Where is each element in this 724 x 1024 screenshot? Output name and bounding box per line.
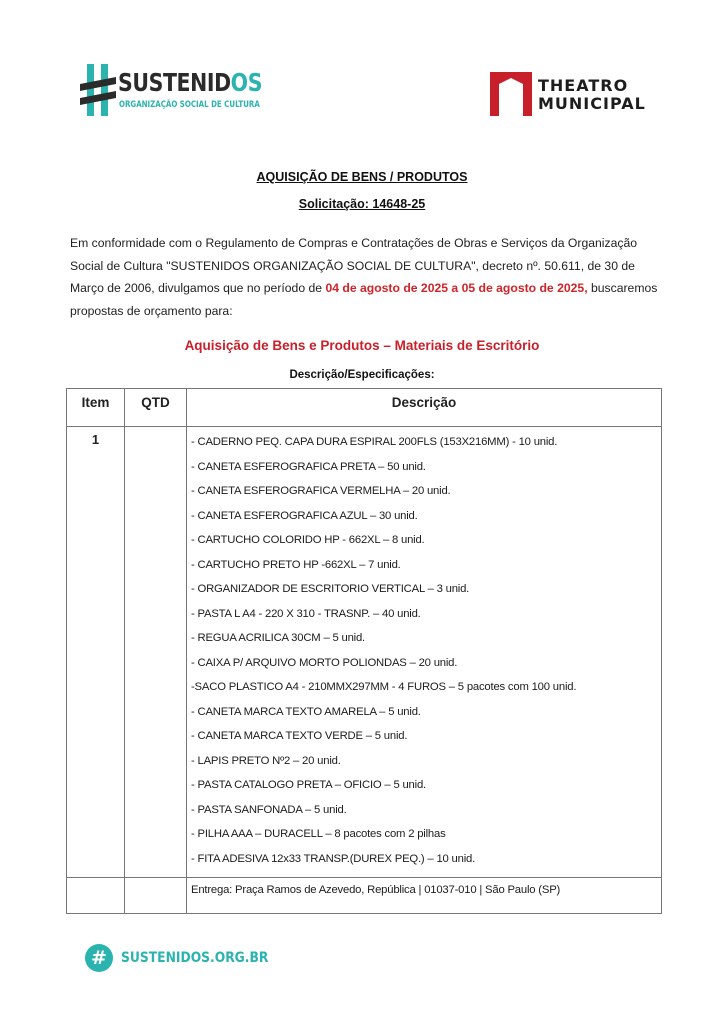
list-item: - CANETA MARCA TEXTO AMARELA – 5 unid. [191,705,421,718]
list-item: - CARTUCHO COLORIDO HP - 662XL – 8 unid. [191,534,425,546]
list-item: - REGUA ACRILICA 30CM – 5 unid. [191,632,365,644]
table-header-row [67,389,662,427]
footer-logo [85,944,285,976]
table-row [67,427,662,878]
list-item: - LAPIS PRETO Nº2 – 20 unid. [191,754,341,767]
request-number: Solicitação: 14648-25 [298,197,426,211]
item-description [187,427,662,878]
list-item: - CANETA ESFEROGRAFICA AZUL – 30 unid. [191,509,418,522]
list-item: - FITA ADESIVA 12x33 TRANSP.(DUREX PEQ.) – 10 unid. [191,852,476,865]
list-item: - CANETA ESFEROGRAFICA PRETA – 50 unid. [191,460,426,473]
list-item: - CAIXA P/ ARQUIVO MORTO POLIONDAS – 20 unid. [191,656,458,669]
item-qtd [125,427,187,878]
sustenidos-logo [80,64,263,119]
intro-paragraph [70,232,660,322]
description-list [187,427,661,877]
header-descricao: Descrição [187,389,662,427]
list-item: - PASTA SANFONADA – 5 unid. [191,803,347,816]
list-item: - CANETA ESFEROGRAFICA VERMELHA – 20 unid. [191,485,451,497]
logo-wordmark: SUSTENIDOS [118,68,263,97]
logo-line-2: MUNICIPAL [538,94,646,113]
theatro-municipal-logo [490,72,660,118]
specifications-label: Descrição/Especificações: [289,369,435,381]
logo-line-1: THEATRO [538,76,629,95]
footer-url: SUSTENIDOS.ORG.BR [121,950,269,966]
list-item: - PASTA CATALOGO PRETA – OFICIO – 5 unid. [191,779,426,791]
delivery-row [67,878,662,914]
header-item: Item [67,389,125,427]
list-item: -SACO PLASTICO A4 - 210MMX297MM - 4 FUROS – 5 pacotes com 100 unid. [191,681,577,693]
list-item: - CARTUCHO PRETO HP -662XL – 7 unid. [191,558,401,571]
intro-text: Em conformidade com o Regulamento de Compras e Contratações de Obras e Serviços da Organização Social de Cultura "SUSTENIDOS ORGANIZAÇÃO SOCIAL DE CULTURA", decreto nº. 50.611, de 30 de Março de 2006, divulgamos que no período de [70,236,638,295]
theatro-arch-icon [490,72,532,116]
period-highlight: 04 de agosto de 2025 a 05 de agosto de 2025, [325,281,588,295]
list-item: - CANETA MARCA TEXTO VERDE – 5 unid. [191,730,408,742]
list-item: - PILHA AAA – DURACELL – 8 pacotes com 2 pilhas [191,828,446,840]
header-qtd: QTD [125,389,187,427]
delivery-item-empty [67,878,125,914]
delivery-qtd-empty [125,878,187,914]
list-item: - ORGANIZADOR DE ESCRITORIO VERTICAL – 3 unid. [191,583,470,595]
items-table [66,388,662,914]
document-title: AQUISIÇÃO DE BENS / PRODUTOS [256,170,468,184]
logo-tagline: ORGANIZAÇÃO SOCIAL DE CULTURA [119,100,260,110]
delivery-address: Entrega: Praça Ramos de Azevedo, República | 01037-010 | São Paulo (SP) [187,878,662,914]
list-item: - CADERNO PEQ. CAPA DURA ESPIRAL 200FLS (153X216MM) - 10 unid. [191,436,558,448]
intro-text-end: buscaremos propostas de orçamento para: [70,281,658,318]
hash-logo-icon [80,64,118,116]
section-subtitle: Aquisição de Bens e Produtos – Materiais de Escritório [184,338,540,353]
hash-icon: # [85,944,113,972]
list-item: - PASTA L A4 - 220 X 310 - TRASNP. – 40 unid. [191,607,421,620]
item-number: 1 [67,427,125,878]
